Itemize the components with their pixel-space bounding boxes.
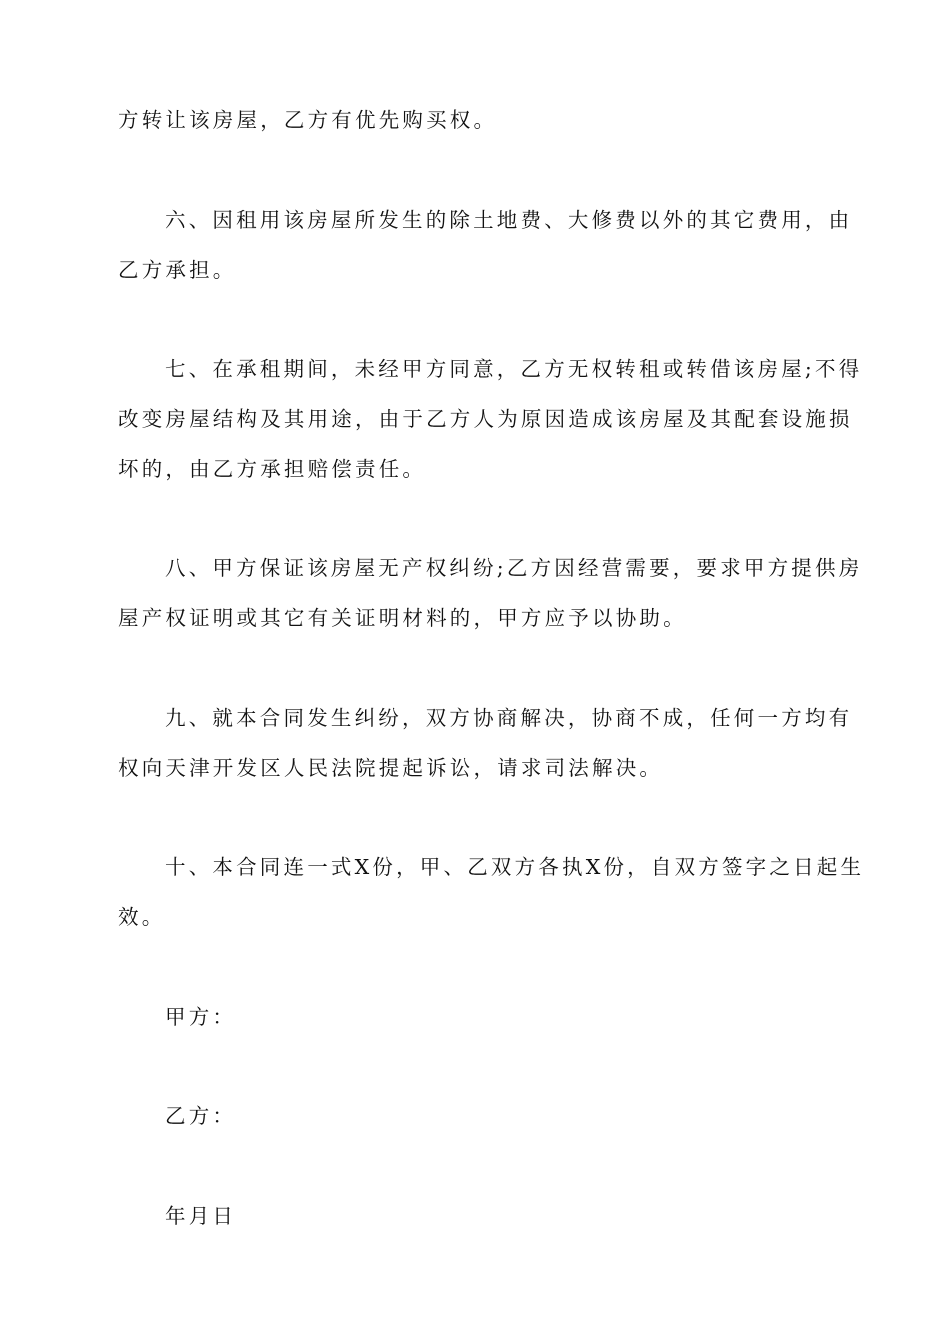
clause-9-line: 权向天津开发区人民法院提起诉讼，请求司法解决。 [118, 756, 664, 780]
clause-8-line: 八、甲方保证该房屋无产权纠纷;乙方因经营需要，要求甲方提供房 [165, 556, 863, 580]
text-line: 方转让该房屋，乙方有优先购买权。 [118, 108, 498, 132]
clause-7-line: 七、在承租期间，未经甲方同意，乙方无权转租或转借该房屋;不得 [165, 357, 863, 381]
clause-9-line: 九、就本合同发生纠纷，双方协商解决，协商不成，任何一方均有 [165, 706, 853, 730]
clause-7-line: 改变房屋结构及其用途，由于乙方人为原因造成该房屋及其配套设施损 [118, 407, 853, 431]
clause-8-line: 屋产权证明或其它有关证明材料的，甲方应予以协助。 [118, 606, 687, 630]
date-label: 年月日 [165, 1204, 237, 1228]
clause-10-line: 十、本合同连一式X份，甲、乙双方各执X份，自双方签字之日起生 [165, 855, 865, 879]
clause-10-line: 效。 [118, 905, 166, 929]
clause-7-line: 坏的，由乙方承担赔偿责任。 [118, 457, 427, 481]
clause-6-line: 乙方承担。 [118, 258, 237, 282]
party-a-signature-label: 甲方： [165, 1005, 237, 1029]
party-b-signature-label: 乙方： [165, 1104, 237, 1128]
clause-6-line: 六、因租用该房屋所发生的除土地费、大修费以外的其它费用，由 [165, 208, 853, 232]
